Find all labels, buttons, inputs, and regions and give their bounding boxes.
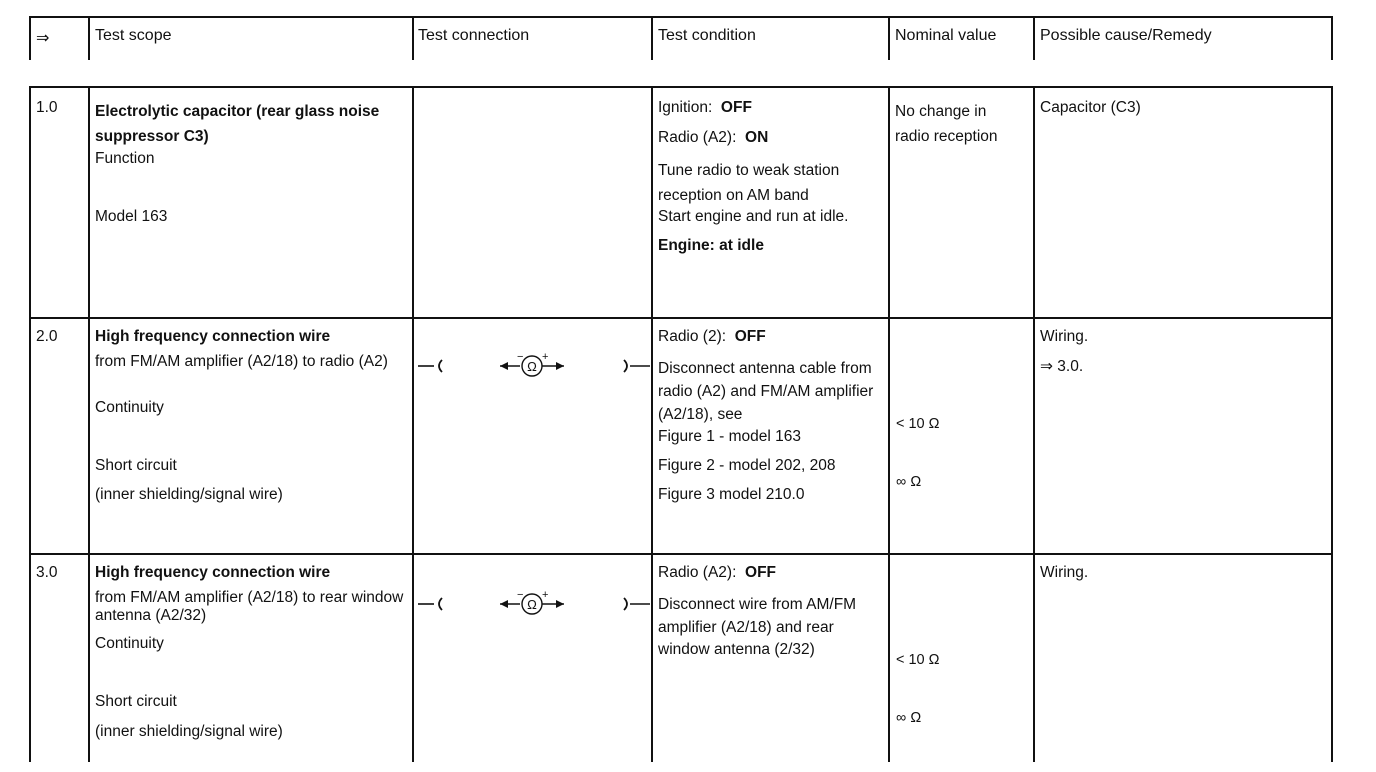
- header-arrow: ⇒: [36, 30, 50, 47]
- condition-figure-1: Figure 1 - model 163: [658, 428, 802, 445]
- scope-subtitle: from FM/AM amplifier (A2/18) to radio (A2): [95, 353, 388, 370]
- grid-v: [651, 16, 653, 60]
- header-top-border: [29, 16, 1333, 18]
- condition-disconnect: Disconnect wire from AM/FM amplifier (A2/18) and rear window antenna (2/32): [658, 596, 857, 658]
- grid-v: [1033, 16, 1035, 60]
- grid-v: [651, 86, 653, 762]
- nominal-continuity: < 10 Ω: [896, 416, 940, 432]
- condition-value: OFF: [720, 99, 752, 116]
- scope-function: Function: [95, 150, 155, 167]
- remedy: Wiring.: [1040, 564, 1089, 581]
- condition-label: Radio (A2):: [658, 564, 737, 581]
- ohm-glyph: Ω: [527, 359, 537, 374]
- plus-glyph: +: [542, 589, 549, 601]
- condition-value: at idle: [719, 237, 764, 254]
- grid-v: [29, 16, 31, 60]
- minus-glyph: −: [517, 351, 524, 363]
- ohmmeter-connection-diagram: [416, 352, 648, 380]
- scope-shielding: (inner shielding/signal wire): [95, 723, 283, 740]
- condition-label: Ignition:: [658, 99, 713, 116]
- scope-short-circuit: Short circuit: [95, 457, 177, 474]
- ohmmeter-symbol: [416, 590, 648, 618]
- scope-model: Model 163: [95, 208, 168, 225]
- condition-radio: [658, 327, 766, 346]
- condition-label: Radio (A2):: [658, 129, 737, 146]
- probe-left-icon: [439, 360, 442, 372]
- grid-v: [888, 86, 890, 762]
- probe-left-icon: [439, 598, 442, 610]
- scope-continuity: Continuity: [95, 635, 164, 652]
- remedy: Wiring.: [1040, 328, 1089, 345]
- header-test-condition: Test condition: [658, 27, 756, 44]
- condition-disconnect: Disconnect antenna cable from radio (A2) and FM/AM amplifier (A2/18), see: [658, 360, 874, 423]
- scope-short-circuit: Short circuit: [95, 693, 177, 710]
- nominal-short: ∞ Ω: [896, 710, 922, 726]
- header-test-connection: Test connection: [418, 27, 530, 44]
- condition-radio: [658, 128, 768, 147]
- scope-subtitle: from FM/AM amplifier (A2/18) to rear window antenna (A2/32): [95, 589, 404, 624]
- condition-tune: Tune radio to weak station reception on AM band: [658, 162, 840, 204]
- ohmmeter-connection-diagram: [416, 590, 648, 618]
- header-test-scope: Test scope: [95, 27, 172, 44]
- step-number: 3.0: [36, 564, 58, 581]
- ohm-glyph: Ω: [527, 597, 537, 612]
- condition-label: Radio (2):: [658, 328, 727, 345]
- grid-v: [412, 86, 414, 762]
- grid-v: [1331, 86, 1333, 762]
- grid-v: [88, 86, 90, 762]
- body-top-border: [29, 86, 1333, 88]
- step-number: 1.0: [36, 99, 58, 116]
- nominal-continuity: < 10 Ω: [896, 652, 940, 668]
- plus-glyph: +: [542, 351, 549, 363]
- grid-v: [888, 16, 890, 60]
- scope-continuity: Continuity: [95, 399, 164, 416]
- scope-title: Electrolytic capacitor (rear glass noise suppressor C3): [95, 103, 380, 145]
- condition-figure-2: Figure 2 - model 202, 208: [658, 457, 836, 474]
- scope-title: High frequency connection wire: [95, 328, 331, 345]
- scope-shielding: (inner shielding/signal wire): [95, 486, 283, 503]
- condition-engine: [658, 236, 764, 255]
- condition-value: ON: [745, 129, 769, 146]
- row-separator: [29, 553, 1333, 555]
- row-separator: [29, 317, 1333, 319]
- minus-glyph: −: [517, 589, 524, 601]
- probe-right-icon: [624, 360, 627, 372]
- ohmmeter-symbol: [416, 352, 648, 380]
- nominal-value: No change in radio reception: [895, 103, 998, 145]
- scope-title: High frequency connection wire: [95, 564, 331, 581]
- remedy-reference: ⇒ 3.0.: [1040, 358, 1084, 375]
- condition-value: OFF: [745, 564, 777, 581]
- grid-v: [29, 86, 31, 762]
- step-number: 2.0: [36, 328, 58, 345]
- grid-v: [412, 16, 414, 60]
- condition-label: Engine:: [658, 237, 715, 254]
- condition-value: OFF: [734, 328, 766, 345]
- condition-ignition: [658, 98, 752, 117]
- nominal-short: ∞ Ω: [896, 474, 922, 490]
- probe-right-icon: [624, 598, 627, 610]
- header-nominal-value: Nominal value: [895, 27, 997, 44]
- remedy: Capacitor (C3): [1040, 99, 1141, 116]
- header-remedy: Possible cause/Remedy: [1040, 27, 1212, 44]
- grid-v: [1331, 16, 1333, 60]
- grid-v: [88, 16, 90, 60]
- condition-figure-3: Figure 3 model 210.0: [658, 486, 805, 503]
- grid-v: [1033, 86, 1035, 762]
- condition-radio: [658, 563, 776, 582]
- condition-start-engine: Start engine and run at idle.: [658, 208, 849, 225]
